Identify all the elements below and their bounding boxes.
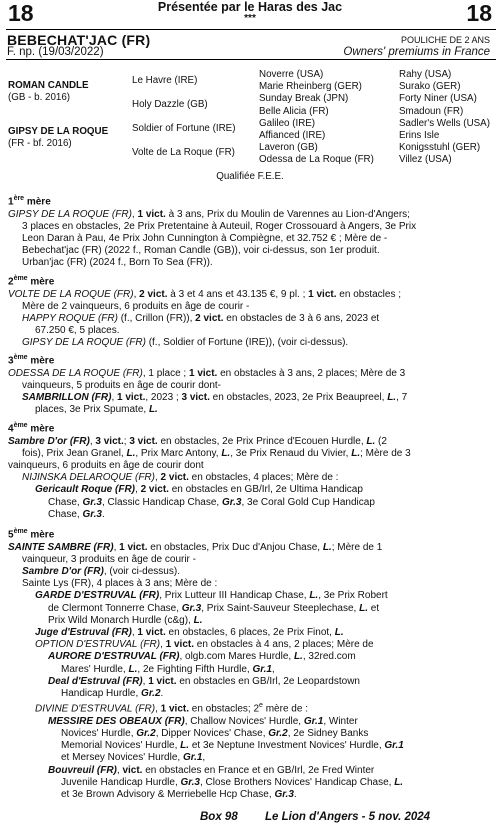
color-birth: F. np. (19/03/2022) <box>7 46 104 58</box>
section-5eme-mere: 5ème mère SAINTE SAMBRE (FR), 1 vict. en obstacles, Prix Duc d'Anjou Chase, L.; Mère de 1 vainqueur, 3 produits en âge de courir - Sambre D'or (FR), (voir ci-dessus). Sainte Lys (FR), 4 places à 3 ans; Mère de : GARDE D'ESTRUVAL (FR), Prix Lutteur III Handicap Chase, L., 3e Prix Robert de Clermont Tonnerre Chase, Gr.3, Prix Saint-Sauveur Steeplechase, L. et Prix Wild Monarch Hurdle (c&g), L. Juge d'Estruval (FR), 1 vict. en obstacles, 6 places, 2e Prix Finot, L. OPTION D'ESTRUVAL (FR), 1 vict. en obstacles à 4 ans, 2 places; Mère de AURORE D'ESTRUVAL (FR), olgb.com Mares Hurdle, L., 32red.com Mares' Hurdle, L., 2e Fighting Fifth Hurdle, Gr.1, Deal d'Estruval (FR), 1 vict. en obstacles en GB/Irl, 2e Leopardstown Handicap Hurdle, Gr.2. DIVINE D'ESTRUVAL (FR), 1 vict. en obstacles; 2e mère de : MESSIRE DES OBEAUX (FR), Challow Novices' Hurdle, Gr.1, Winter Novices' Hurdle, Gr.2, Dipper Novices' Chase, Gr.2, 2e Sidney Banks Memorial Novices' Hurdle, L. et 3e Neptune Investment Novices' Hurdle, Gr.1 et Mersey Novices' Hurdle, Gr.1, Bouvreuil (FR), vict. en obstacles en France et en GB/Irl, 2e Fred Winter Juvenile Handicap Hurdle, Gr.3, Close Brothers Novices' Handicap Chase, L. et 3e Brown Advisory & Merriebelle Hcp Chase, Gr.3. <box>8 526 464 801</box>
owners-premiums: Owners' premiums in France <box>343 46 490 58</box>
pedigree-sire: ROMAN CANDLE (GB - b. 2016) <box>8 80 89 104</box>
heading-1ere-mere: 1ère mère <box>8 195 51 208</box>
pedigree-gen2-2: Holy Dazzle (GB) <box>132 99 208 110</box>
section-2eme-mere: 2ème mère VOLTE DE LA ROQUE (FR), 2 vict. à 3 et 4 ans et 43.135 €, 9 pl. ; 1 vict. en obstacles ; Mère de 2 vainqueurs, 6 produits en âge de courir - HAPPY ROQUE (FR) (f., Crillon (FR)), 2 vict. en obstacles de 3 à 6 ans, 2023 et 67.250 €, 5 places. GIPSY DE LA ROQUE (FR) (f., Soldier of Fortune (IRE)), (voir ci-dessus). <box>8 273 464 350</box>
heading-4eme-mere: 4ème mère <box>8 422 55 435</box>
section-3eme-mere: 3ème mère ODESSA DE LA ROQUE (FR), 1 place ; 1 vict. en obstacles à 3 ans, 2 places; Mère de 3 vainqueurs, 5 produits en âge de courir dont- SAMBRILLON (FR), 1 vict., 2023 ; 3 vict. en obstacles, 2023, 2e Prix Beaupreel, L., 7 places, 3e Prix Spumate, L. <box>8 352 464 416</box>
horse-info-line <box>7 46 490 59</box>
pedigree-gen2-4: Volte de La Roque (FR) <box>132 147 235 158</box>
section-4eme-mere: 4ème mère Sambre D'or (FR), 3 vict.; 3 vict. en obstacles, 2e Prix Prince d'Ecouen Hurdle, L. (2 fois), Prix Jean Granel, L., Prix Marc Antony, L., 3e Prix Renaud du Vivier, L.; Mère de 3 vainqueurs, 6 produits en âge de courir dont NIJINSKA DELAROQUE (FR), 2 vict. en obstacles, 4 places; Mère de : Gericault Roque (FR), 2 vict. en obstacles en GB/Irl, 2e Ultima Handicap Chase, Gr.3, Classic Handicap Chase, Gr.3, 3e Coral Gold Cup Handicap Chase, Gr.3. <box>8 420 464 521</box>
title-rule <box>6 59 496 60</box>
footer-sale: Le Lion d'Angers - 5 nov. 2024 <box>265 811 431 823</box>
lot-number-right: 18 <box>466 0 492 26</box>
qualification: Qualifiée F.E.E. <box>216 171 284 182</box>
lot-number-left: 18 <box>8 0 34 26</box>
pedigree-dam: GIPSY DE LA ROQUE (FR - bf. 2016) <box>8 126 109 150</box>
pedigree-gen2-1: Le Havre (IRE) <box>132 75 198 86</box>
pedigree-gen2-3: Soldier of Fortune (IRE) <box>132 123 236 134</box>
section-1ere-mere: 1ère mère GIPSY DE LA ROQUE (FR), 1 vict. à 3 ans, Prix du Moulin de Varennes au Lion-d'Angers; 3 places en obstacles, 2e Prix Pretentaine à Auteuil, Roger Crossouard à Angers, 3e Prix Leon Daran à Pau, 4e Prix John Cunnington à Compiègne, et 32.752 € ; Mère de - Bebechat'jac (FR) (2022 f., Roman Candle (GB)), voir ci-dessus, son 1er produit. Urban'jac (FR) (2024 f., Born To Sea (FR)). <box>8 193 464 270</box>
heading-3eme-mere: 3ème mère <box>8 354 55 367</box>
presented-by: Présentée par le Haras des Jac *** <box>157 0 343 24</box>
pedigree-gen3: Noverre (USA) Marie Rheinberg (GER) Sunday Break (JPN) Belle Alicia (FR) Galileo (IRE) Affianced (IRE) Laveron (GB) Odessa de La Roque (FR) <box>259 69 374 166</box>
horse-name: BEBECHAT'JAC (FR) <box>7 32 151 48</box>
sex-age: POULICHE DE 2 ANS <box>400 35 490 45</box>
heading-5eme-mere: 5ème mère <box>8 528 55 541</box>
heading-2eme-mere: 2ème mère <box>8 275 55 288</box>
footer-box: Box 98 <box>200 811 238 823</box>
pedigree-gen4: Rahy (USA) Surako (GER) Forty Niner (USA) Smadoun (FR) Sadler's Wells (USA) Erins Isle Konigsstuhl (GER) Villez (USA) <box>399 69 490 166</box>
header-rule <box>6 29 496 30</box>
